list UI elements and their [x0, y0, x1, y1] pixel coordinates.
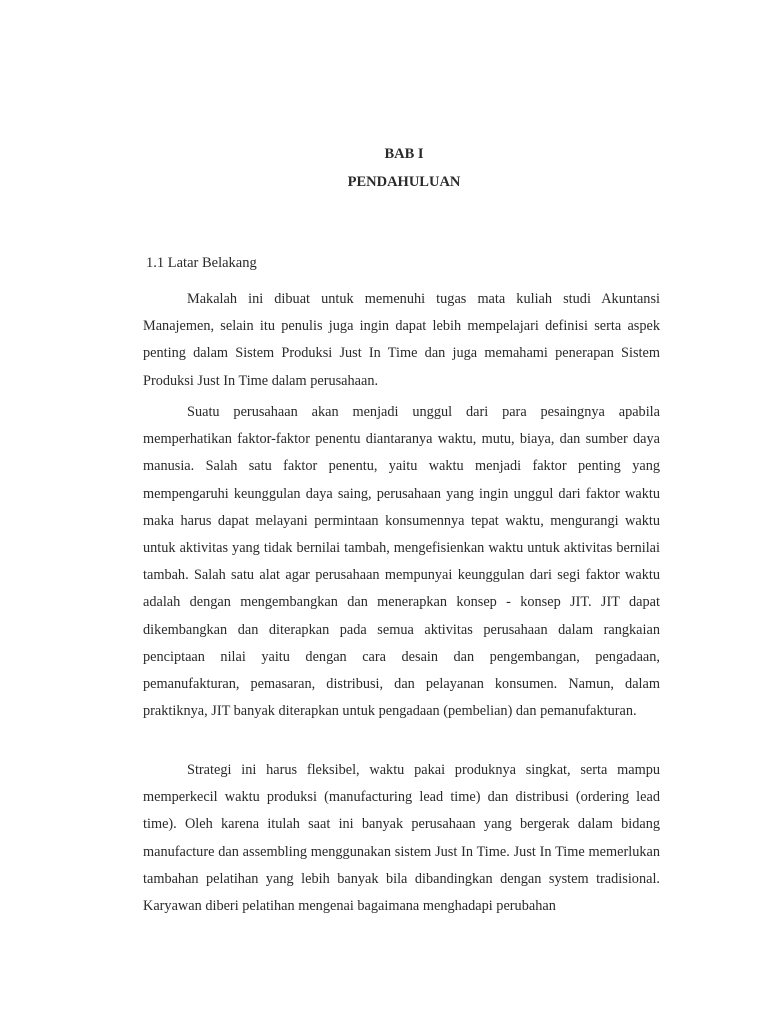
body-paragraph: Suatu perusahaan akan menjadi unggul dari para pesaingnya apabila memperhatikan faktor-faktor penentu diantaranya waktu, mutu, biaya, dan sumber daya manusia. Salah satu faktor penentu, yaitu waktu menjadi faktor penting yang mempengaruhi keunggulan daya saing, perusahaan yang ingin unggul dari faktor waktu maka harus dapat melayani permintaan konsumennya tepat waktu, mengurangi waktu untuk aktivitas yang tidak bernilai tambah, mengefisienkan waktu untuk aktivitas bernilai tambah. Salah satu alat agar perusahaan mempunyai keunggulan dari segi faktor waktu adalah dengan mengembangkan dan menerapkan konsep - konsep JIT. JIT dapat dikembangkan dan diterapkan pada semua aktivitas perusahaan dalam rangkaian penciptaan nilai yaitu dengan cara desain dan pengembangan, pengadaan, pemanufakturan, pemasaran, distribusi, dan pelayanan konsumen. Namun, dalam praktiknya, JIT banyak diterapkan untuk pengadaan (pembelian) dan pemanufakturan.	[143, 404, 660, 720]
body-paragraph: Strategi ini harus fleksibel, waktu pakai produknya singkat, serta mampu memperkecil waktu produksi (manufacturing lead time) dan distribusi (ordering lead time). Oleh karena itulah saat ini banyak perusahaan yang bergerak dalam bidang manufacture dan assembling menggunakan sistem Just In Time. Just In Time memerlukan tambahan pelatihan yang lebih banyak bila dibandingkan dengan system tradisional. Karyawan diberi pelatihan mengenai bagaimana menghadapi perubahan	[143, 762, 660, 915]
chapter-title: PENDAHULUAN	[347, 174, 461, 190]
chapter-number: BAB I	[384, 146, 424, 162]
section-heading: 1.1 Latar Belakang	[146, 255, 257, 271]
body-paragraph: Makalah ini dibuat untuk memenuhi tugas mata kuliah studi Akuntansi Manajemen, selain itu penulis juga ingin dapat lebih mempelajari definisi serta aspek penting dalam Sistem Produksi Just In Time dan juga memahami penerapan Sistem Produksi Just In Time dalam perusahaan.	[143, 291, 660, 389]
